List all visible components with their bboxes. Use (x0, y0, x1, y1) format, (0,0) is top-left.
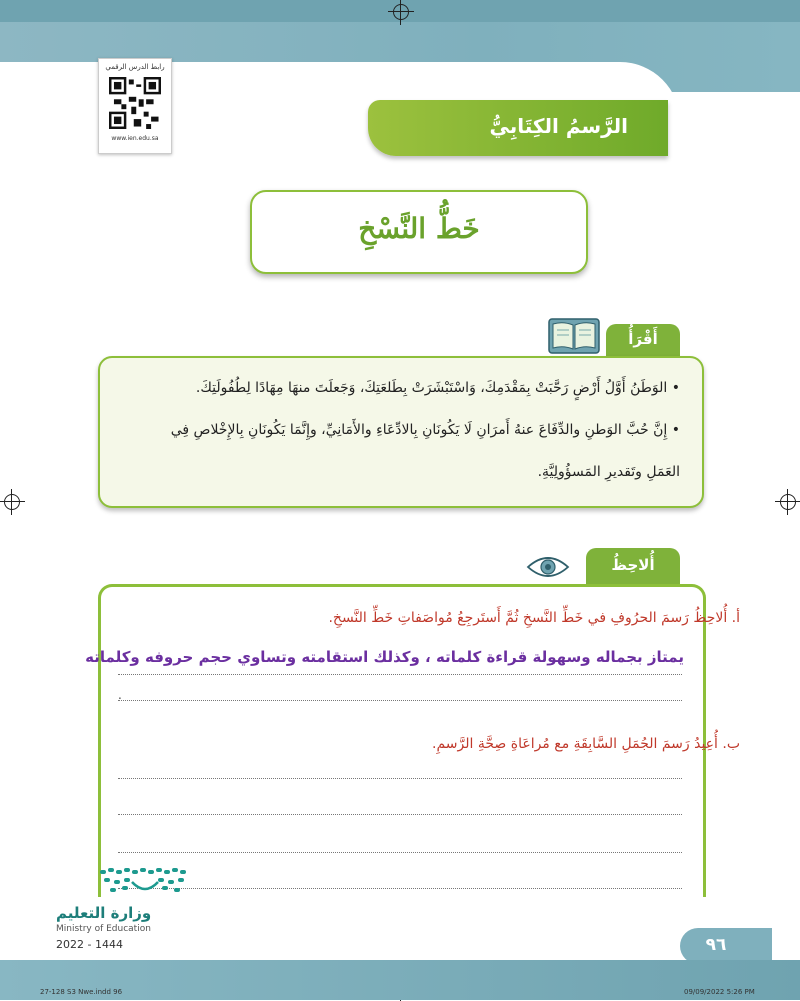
answer-line (118, 674, 682, 675)
tab-observe (586, 548, 680, 584)
writing-line[interactable] (118, 778, 682, 779)
lesson-title: خَطُّ النَّسْخِ (358, 212, 480, 245)
ministry-name-en: Ministry of Education (56, 924, 151, 934)
read-box (98, 356, 704, 508)
qr-url: www.ien.edu.sa (111, 135, 159, 142)
qr-caption: رابط الدرس الرقمي (105, 63, 165, 71)
answer-end: . (118, 688, 122, 702)
book-icon (548, 318, 600, 354)
page-number: ٩٦ (705, 935, 727, 955)
page-number-badge (680, 928, 772, 964)
print-slug-date: 09/09/2022 5:26 PM (684, 988, 755, 996)
writing-line[interactable] (118, 814, 682, 815)
lesson-title-box (250, 190, 588, 274)
question-a: أ. أُلاحِظُ رَسمَ الحرُوفِ في خَطِّ النَّسخِ ثُمَّ أَستَرجِعُ مُواصَفاتِ خَطِّ النَّسخِ. (328, 610, 740, 626)
answer-line (118, 700, 682, 701)
writing-line[interactable] (118, 888, 682, 889)
registration-mark-icon (4, 494, 20, 510)
question-b: ب. أُعِيدُ رَسمَ الجُمَلِ السَّابِقَةِ مع مُراعَاةِ صِحَّةِ الرَّسمِ. (432, 736, 740, 752)
tab-observe-label: أُلاحِظُ (611, 556, 655, 574)
registration-mark-icon (393, 4, 409, 20)
lesson-banner-label: الرَّسمُ الكِتَابِيُّ (489, 114, 628, 138)
handwritten-answer[interactable]: يمتاز بجماله وسهولة قراءة كلماته ، وكذلك استقامته وتساوي حجم حروفه وكلماته (85, 648, 684, 666)
ministry-name-ar: وزارة التعليم (56, 904, 152, 922)
tab-read (606, 324, 680, 358)
tab-read-label: أَقْرَأُ (628, 330, 658, 348)
ministry-logo-icon (98, 864, 192, 896)
read-line: العَمَلِ وتَقديرِ المَسؤُولِيَّةِ. (537, 464, 680, 480)
lesson-banner (368, 100, 668, 156)
registration-mark-icon (780, 494, 796, 510)
ministry-year: 2022 - 1444 (56, 938, 123, 951)
digital-lesson-qr[interactable] (98, 58, 172, 154)
eye-icon (526, 552, 570, 582)
qr-code-icon (109, 77, 161, 129)
print-slug-file: 27-128 S3 Nwe.indd 96 (40, 988, 123, 996)
writing-line[interactable] (118, 852, 682, 853)
read-line: • الوَطَنُ أَوَّلُ أَرْضٍ رَحَّبَتْ بِمَقْدَمِكَ، وَاسْتَبْشَرَتْ بِطَلعَتِكَ، وَجَعلَتَ منهَا مِهَادًا لِطُفُولَتِكَ. (195, 380, 680, 396)
read-line: • إِنَّ حُبَّ الوَطنِ والدِّفَاعَ عنهُ أَمرَانِ لَا يَكُونَانِ بِالادِّعَاءِ والأَمَانِيِّ، وإِنَّمَا يَكُونَانِ بِالإِخْلاصِ فِي (170, 422, 680, 438)
